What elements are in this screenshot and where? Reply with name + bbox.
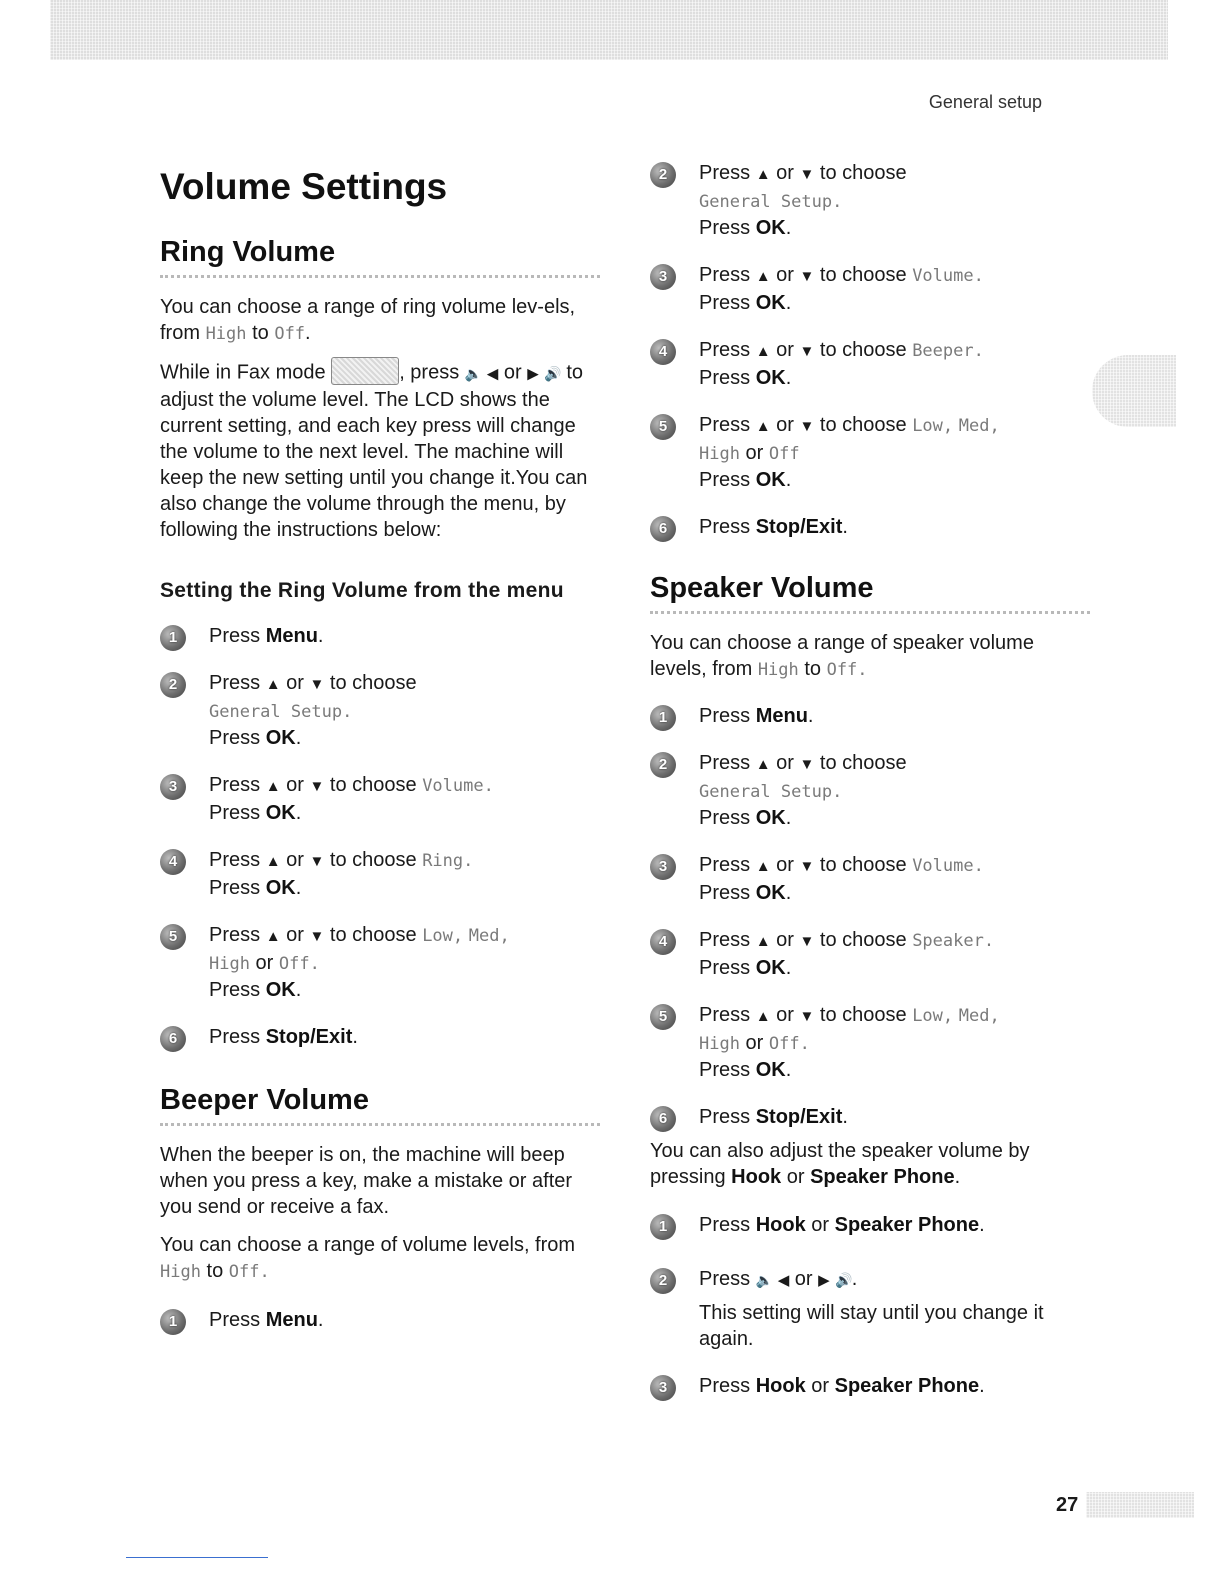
beeper-step: 2 Press ▲ or ▼ to choose General Setup. Press OK. — [650, 160, 1090, 241]
step-number-badge: 1 — [650, 1214, 676, 1240]
speaker-step: 2 Press ▲ or ▼ to choose General Setup. Press OK. — [650, 750, 1090, 831]
down-arrow-icon: ▼ — [799, 858, 815, 875]
step-number-badge: 3 — [160, 774, 186, 800]
stay-note: This setting will stay until you change it again. — [699, 1302, 1044, 1350]
ring-step: 6 Press Stop/Exit. — [160, 1024, 600, 1050]
down-arrow-icon: ▼ — [309, 676, 325, 694]
ring-step: 1 Press Menu. — [160, 623, 600, 649]
beeper-para-2: You can choose a range of volume levels, from High to Off. — [160, 1234, 576, 1283]
speaker-hook-paragraph: You can also adjust the speaker volume by pressing Hook or Speaker Phone. — [650, 1140, 1030, 1188]
ring-step: 5 Press ▲ or ▼ to choose Low, Med, High or Off. Press OK. — [160, 922, 600, 1003]
ring-volume-heading: Ring Volume — [160, 236, 600, 278]
step-number-badge: 4 — [650, 929, 676, 955]
down-arrow-icon: ▼ — [309, 928, 325, 946]
left-arrow-icon: ◀ — [486, 365, 499, 383]
page-footer — [1056, 1492, 1194, 1518]
beeper-step: 6 Press Stop/Exit. — [650, 514, 1090, 540]
hook-step: 1 Press Hook or Speaker Phone. — [650, 1212, 1090, 1238]
ring-step: 3 Press ▲ or ▼ to choose Volume. Press OK. — [160, 772, 600, 826]
down-arrow-icon: ▼ — [799, 1008, 815, 1025]
speaker-high-icon: 🔊 — [544, 365, 561, 382]
beeper-step: 5 Press ▲ or ▼ to choose Low, Med, High or Off Press OK. — [650, 412, 1090, 493]
ring-intro: You can choose a range of ring volume lev-els, from High to Off. — [160, 296, 576, 344]
beeper-step: 3 Press ▲ or ▼ to choose Volume. Press OK. — [650, 262, 1090, 316]
speaker-low-icon: 🔈 — [464, 365, 482, 382]
page-title: Volume Settings — [160, 166, 448, 207]
footer-band — [1086, 1492, 1194, 1518]
step-number-badge: 4 — [650, 339, 676, 365]
beeper-step: 1 Press Menu. — [160, 1307, 600, 1333]
fax-key-icon — [331, 357, 399, 385]
down-arrow-icon: ▼ — [799, 343, 815, 360]
hook-step: 3 Press Hook or Speaker Phone. — [650, 1373, 1090, 1399]
section-label: General setup — [928, 92, 1042, 112]
up-arrow-icon: ▲ — [755, 268, 771, 285]
down-arrow-icon: ▼ — [799, 166, 815, 183]
step-number-badge: 3 — [650, 264, 676, 290]
speaker-low-icon: 🔈 — [755, 1272, 773, 1288]
speaker-step: 6 Press Stop/Exit. — [650, 1104, 1090, 1130]
up-arrow-icon: ▲ — [755, 343, 771, 360]
up-arrow-icon: ▲ — [265, 676, 281, 694]
down-arrow-icon: ▼ — [799, 933, 815, 950]
ring-step: 2 Press ▲ or ▼ to choose General Setup. Press OK. — [160, 670, 600, 751]
step-number-badge: 1 — [160, 625, 186, 651]
left-column — [160, 160, 600, 1354]
step-number-badge: 5 — [160, 924, 186, 950]
step-number-badge: 5 — [650, 1004, 676, 1030]
left-arrow-icon: ◀ — [777, 1272, 790, 1289]
chapter-tab-marker — [1092, 355, 1176, 427]
up-arrow-icon: ▲ — [265, 778, 281, 796]
speaker-step: 3 Press ▲ or ▼ to choose Volume. Press OK. — [650, 852, 1090, 906]
down-arrow-icon: ▼ — [799, 418, 815, 435]
up-arrow-icon: ▲ — [755, 166, 771, 183]
speaker-volume-heading: Speaker Volume — [650, 572, 1090, 614]
up-arrow-icon: ▲ — [755, 418, 771, 435]
up-arrow-icon: ▲ — [755, 858, 771, 875]
speaker-intro: You can choose a range of speaker volume levels, from High to Off. — [650, 632, 1034, 680]
step-number-badge: 2 — [650, 752, 676, 778]
down-arrow-icon: ▼ — [309, 853, 325, 871]
step-number-badge: 3 — [650, 854, 676, 880]
down-arrow-icon: ▼ — [309, 778, 325, 796]
down-arrow-icon: ▼ — [799, 756, 815, 773]
page-number: 27 — [1056, 1493, 1079, 1516]
hook-step: 2 Press 🔈 ◀ or ▶ 🔊. This setting will stay until you change it again. — [650, 1266, 1090, 1352]
step-number-badge: 6 — [160, 1026, 186, 1052]
step-number-badge: 3 — [650, 1375, 676, 1401]
right-arrow-icon: ▶ — [818, 1272, 830, 1289]
beeper-volume-heading: Beeper Volume — [160, 1084, 600, 1126]
step-number-badge: 6 — [650, 1106, 676, 1132]
step-number-badge: 2 — [650, 1268, 676, 1294]
step-number-badge: 4 — [160, 849, 186, 875]
step-number-badge: 5 — [650, 414, 676, 440]
beeper-para-1: When the beeper is on, the machine will beep when you press a key, make a mistake or after you send or receive a fax. — [160, 1144, 573, 1219]
speaker-high-icon: 🔊 — [835, 1272, 852, 1288]
up-arrow-icon: ▲ — [755, 1008, 771, 1025]
ring-step: 4 Press ▲ or ▼ to choose Ring. Press OK. — [160, 847, 600, 901]
right-arrow-icon: ▶ — [527, 365, 539, 383]
step-number-badge: 1 — [160, 1309, 186, 1335]
beeper-step: 4 Press ▲ or ▼ to choose Beeper. Press OK. — [650, 337, 1090, 391]
speaker-step: 5 Press ▲ or ▼ to choose Low, Med, High or Off. Press OK. — [650, 1002, 1090, 1083]
up-arrow-icon: ▲ — [755, 756, 771, 773]
up-arrow-icon: ▲ — [265, 853, 281, 871]
up-arrow-icon: ▲ — [755, 933, 771, 950]
down-arrow-icon: ▼ — [799, 268, 815, 285]
step-number-badge: 6 — [650, 516, 676, 542]
step-number-badge: 2 — [160, 672, 186, 698]
speaker-step: 1 Press Menu. — [650, 703, 1090, 729]
speaker-step: 4 Press ▲ or ▼ to choose Speaker. Press OK. — [650, 927, 1090, 981]
ring-menu-subheading: Setting the Ring Volume from the menu — [160, 579, 564, 603]
header-band — [50, 0, 1168, 60]
step-number-badge: 2 — [650, 162, 676, 188]
footer-rule — [126, 1557, 268, 1558]
ring-fax-paragraph: While in Fax mode , press 🔈 ◀ or ▶ 🔊 to adjust the volume level. The LCD shows the current setting, and each key press will change the volume to the next level. The machine will keep the new setting until you change it.You can also change the volume through the menu, by following the instructions below: — [160, 359, 600, 543]
step-number-badge: 1 — [650, 705, 676, 731]
up-arrow-icon: ▲ — [265, 928, 281, 946]
right-column — [650, 160, 1090, 1420]
